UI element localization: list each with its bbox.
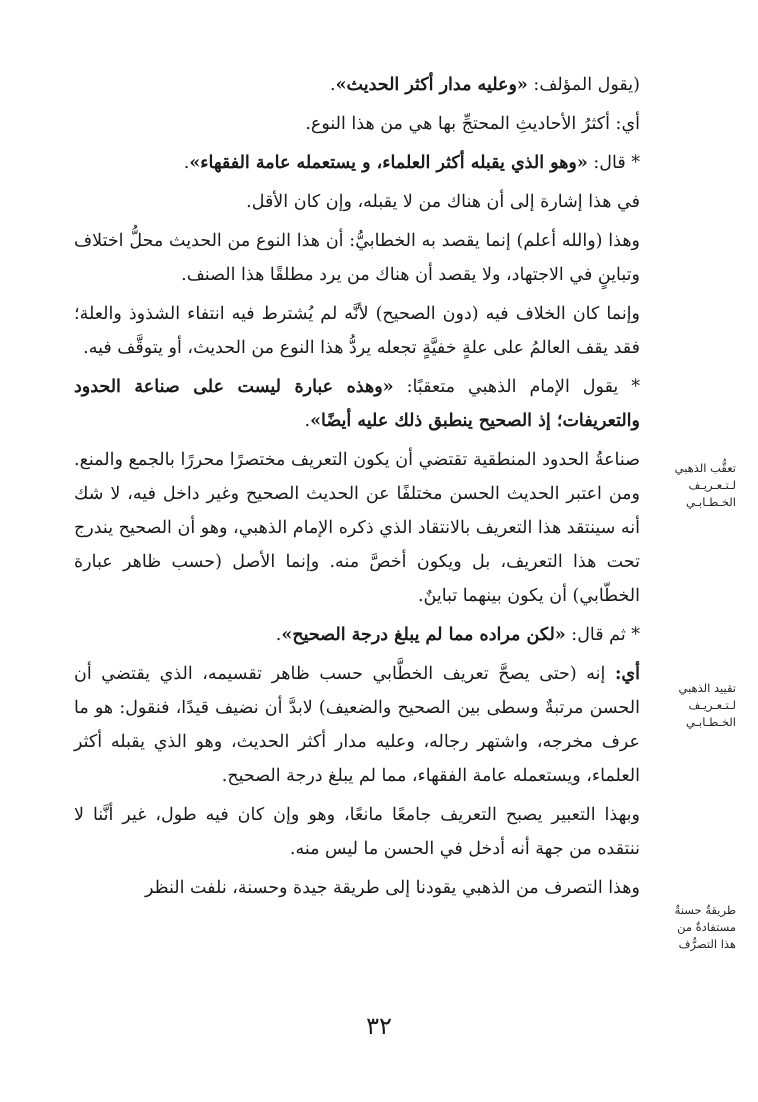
paragraph: وإنما كان الخلاف فيه (دون الصحيح) لأنَّه لم يُشترط فيه انتفاء الشذوذ والعلة؛ فقد يقف العالمُ على علةٍ خفيَّةٍ تجعله يردُّ هذا النوع من الحديث، أو يتوقَّف فيه.: [74, 304, 640, 358]
paragraph: في هذا إشارة إلى أن هناك من لا يقبله، وإن كان الأقل.: [246, 192, 640, 212]
page-number: ٣٢: [366, 1012, 392, 1040]
paragraph: * قال: «وهو الذي يقبله أكثر العلماء، و يستعمله عامة الفقهاء».: [183, 153, 640, 173]
paragraph: وبهذا التعبير يصبح التعريف جامعًا مانعًا، وهو وإن كان فيه طول، غير أنَّنا لا ننتقده من جهة أنه أدخل في الحسن ما ليس منه.: [74, 805, 640, 859]
margin-note: طريقةٌ حسنةٌ مستفادةٌ من هذا التصرُّف: [674, 903, 736, 951]
margin-note: تعقُّب الذهبي لـتـعـريـف الخـطـابـي: [674, 461, 736, 509]
paragraph: * ثم قال: «لكن مراده مما لم يبلغ درجة الصحيح».: [275, 625, 640, 645]
margin-note: تقييد الذهبي لـتـعـريـف الخـطـابـي: [678, 681, 736, 729]
paragraph: وهذا التصرف من الذهبي يقودنا إلى طريقة جيدة وحسنة، نلفت النظر: [144, 878, 640, 898]
paragraph: وهذا (والله أعلم) إنما يقصد به الخطابيُّ: أن هذا النوع من الحديث محلُّ اختلاف وتباينٍ في الاجتهاد، ولا يقصد أن هناك من يرد مطلقًا هذا الصنف.: [74, 231, 640, 285]
paragraph: أي: إنه (حتى يصحَّ تعريف الخطَّابي حسب ظاهر تقسيمه، الذي يقتضي أن الحسن مرتبةٌ وسطى بين الصحيح والضعيف) لابدَّ أن نضيف قيدًا، فنقول: هو ما عرف مخرجه، واشتهر رجاله، وعليه مدار أكثر الحديث، وهو الذي يقبله أكثر العلماء، ويستعمله عامة الفقهاء، مما لم يبلغ درجة الصحيح.: [74, 664, 640, 786]
paragraph: أي: أكثرُ الأحاديثِ المحتجِّ بها هي من هذا النوع.: [305, 114, 640, 134]
main-text: [74, 68, 640, 910]
paragraph: (يقول المؤلف: «وعليه مدار أكثر الحديث».: [330, 75, 640, 95]
paragraph: * يقول الإمام الذهبي متعقبًا: «وهذه عبارة ليست على صناعة الحدود والتعريفات؛ إذ الصحيح ينطبق ذلك عليه أيضًا».: [74, 377, 641, 431]
paragraph: صناعةُ الحدود المنطقية تقتضي أن يكون التعريف مختصرًا محررًا بالجمع والمنع. ومن اعتبر الحديث الحسن مختلفًا عن الحديث الصحيح وغير داخل فيه، لا شك أنه سينتقد هذا التعريف بالانتقاد الذي ذكره الإمام الذهبي، وهو أن الصحيح يندرج تحت هذا التعريف، بل ويكون أخصَّ منه. وإنما الأصل (حسب ظاهر عبارة الخطّابي) أن يكون بينهما تباينٌ.: [74, 450, 640, 606]
